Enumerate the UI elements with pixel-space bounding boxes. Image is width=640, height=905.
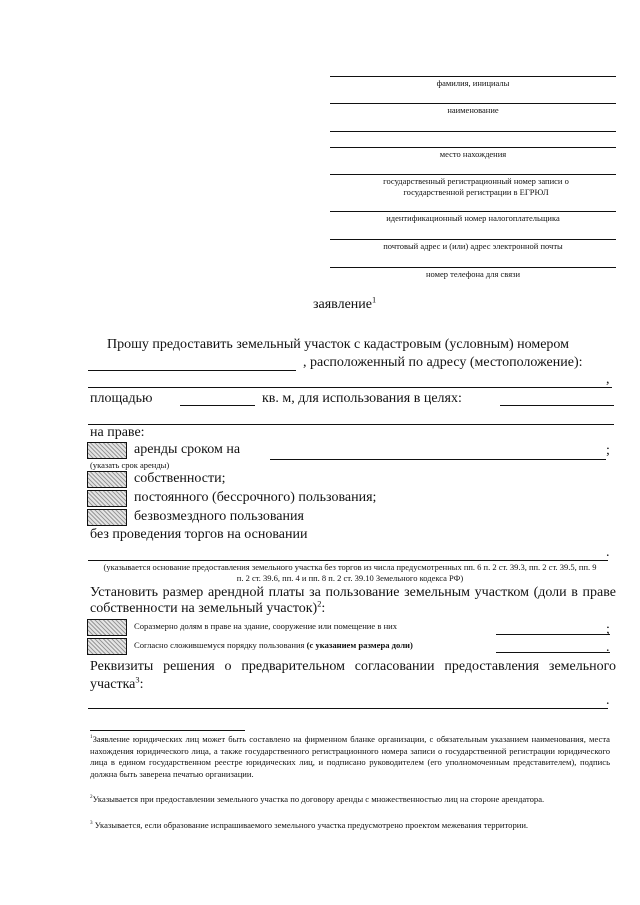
right-label: на праве: — [90, 425, 145, 440]
header-line[interactable] — [330, 211, 616, 212]
header-line[interactable] — [330, 103, 616, 104]
header-field-label: фамилия, инициалы — [436, 78, 510, 88]
address-comma: , — [606, 372, 610, 387]
option-label-gratuitous-use: безвозмездного пользования — [134, 509, 304, 524]
header-field-label: государственный регистрационный номер записи о государственной регистрации в ЕГРЮЛ — [383, 176, 569, 197]
header-line[interactable] — [330, 174, 616, 175]
header-field-label: место нахождения — [439, 149, 507, 159]
option-checkbox-gratuitous-use[interactable] — [87, 509, 127, 526]
header-field-label: идентификационный номер налогоплательщика — [386, 213, 560, 223]
lease-term-field[interactable] — [270, 459, 606, 460]
purpose-field[interactable] — [500, 405, 614, 406]
header-field-label: номер телефона для связи — [425, 269, 521, 279]
footnote-number: 1 — [90, 734, 93, 741]
footnote-text: Указывается, если образование испрашиваемого земельного участка предусмотрено проектом межевания территории. — [92, 820, 529, 830]
header-line[interactable] — [330, 76, 616, 77]
footnote-text: Указывается при предоставлении земельного участка по договору аренды с множественностью лиц на стороне арендатора. — [92, 794, 545, 804]
lease-term-hint: (указать срок аренды) — [90, 460, 170, 470]
share-checkbox-proportional[interactable] — [87, 619, 127, 636]
share-label-proportional: Соразмерно долям в праве на здание, сооружение или помещение в них — [134, 621, 398, 631]
header-line[interactable] — [330, 239, 616, 240]
requisites-end: : — [139, 677, 144, 692]
share-field-established-order[interactable] — [496, 652, 610, 653]
footnote-number: 2 — [90, 794, 93, 801]
requisites-label: Реквизиты решения о предварительном согласовании предоставления земельного участка — [90, 659, 616, 692]
requisites-period: . — [606, 693, 610, 708]
header-line[interactable] — [330, 267, 616, 268]
area-label: площадью — [90, 391, 153, 406]
header-field-label: наименование — [447, 105, 499, 115]
footnote-separator — [90, 730, 245, 731]
option-checkbox-permanent-use[interactable] — [87, 490, 127, 507]
lease-semicolon: ; — [606, 443, 610, 458]
requisites-text — [90, 658, 616, 694]
rent-heading-text: Установить размер арендной платы за пользование земельным участком (доли в праве собственности на земельный участок) — [90, 585, 616, 616]
basis-period: . — [606, 545, 610, 560]
share-field-proportional[interactable] — [496, 634, 610, 635]
area-units-label: кв. м, для использования в целях: — [262, 391, 462, 406]
share-semicolon: ; — [606, 622, 610, 637]
option-label-lease: аренды сроком на — [134, 442, 241, 457]
request-line-1: Прошу предоставить земельный участок с кадастровым (условным) номером — [107, 337, 570, 352]
share-label-established-order-text: Согласно сложившемуся порядку пользования — [134, 640, 305, 650]
rent-heading-end: : — [321, 601, 326, 616]
footnote-1 — [90, 734, 610, 780]
title-text: заявление — [313, 297, 373, 312]
option-checkbox-lease[interactable] — [87, 442, 127, 459]
footnote-text: Заявление юридических лиц может быть составлено на фирменном бланке организации, с обязательным указанием наименования, места нахождения юридического лица, а также государственного регистрационного номера записи о государственной регистрации юридического лица в едином государственном реестре юридических лиц, и подписано руководителем (его уполномоченным представителем), подпись должна быть заверена печатью организации. — [90, 734, 610, 779]
option-label-ownership: собственности; — [134, 471, 226, 486]
area-field[interactable] — [180, 405, 255, 406]
cadastral-number-field[interactable] — [88, 370, 296, 371]
rent-footnote-ref: 2 — [317, 599, 322, 609]
requisites-field[interactable] — [88, 708, 608, 709]
header-line[interactable] — [330, 147, 616, 148]
basis-hint: (указывается основание предоставления земельного участка без торгов из числа предусмотренных пп. 6 п. 2 ст. 39.3, пп. 2 ст. 39.5, пп. 9 п. 2 ст. 39.6, пп. 4 и пп. 8 п. 2 ст. 39.10 Земельного кодекса РФ) — [103, 562, 597, 583]
share-checkbox-established-order[interactable] — [87, 638, 127, 655]
share-label-bold: (с указанием размера доли) — [306, 640, 413, 650]
option-label-permanent-use: постоянного (бессрочного) пользования; — [134, 490, 377, 505]
footnote-2 — [90, 794, 610, 806]
basis-field[interactable] — [88, 560, 608, 561]
footnote-3 — [90, 820, 610, 832]
header-field-label: почтовый адрес и (или) адрес электронной почты — [383, 241, 563, 251]
request-line-2: , расположенный по адресу (местоположение): — [303, 355, 583, 370]
rent-heading — [90, 585, 616, 617]
share-period: . — [606, 640, 610, 655]
footnote-number: 3 — [90, 820, 93, 827]
requisites-footnote-ref: 3 — [135, 675, 140, 685]
title-footnote-ref: 1 — [372, 295, 377, 305]
no-auction-label: без проведения торгов на основании — [90, 527, 308, 542]
option-checkbox-ownership[interactable] — [87, 471, 127, 488]
address-field[interactable] — [88, 387, 612, 388]
share-label-established-order — [134, 640, 413, 650]
page-title — [313, 297, 376, 313]
purpose-field-line-2[interactable] — [88, 424, 614, 425]
header-line[interactable] — [330, 131, 616, 132]
